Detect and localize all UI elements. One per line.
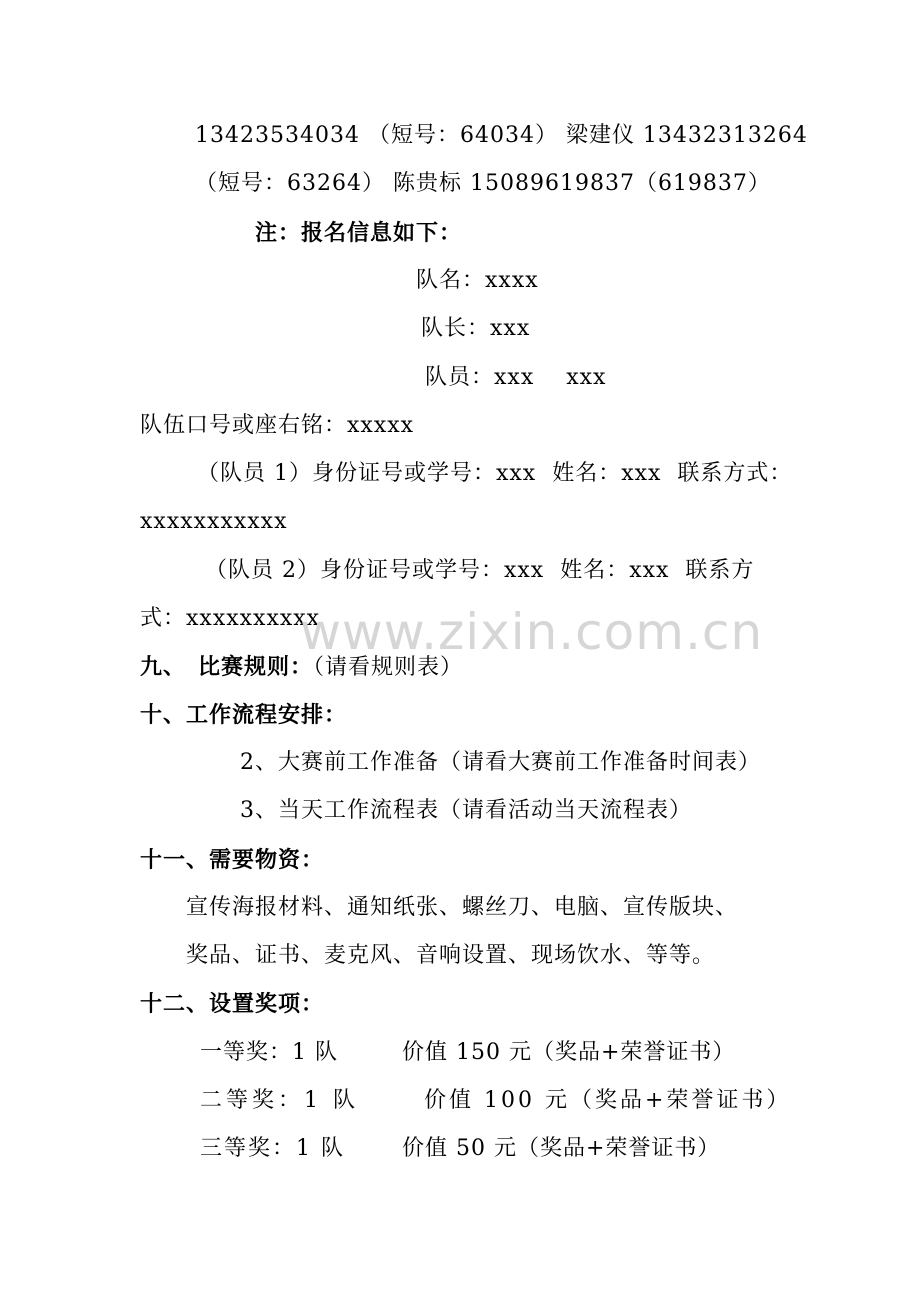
member2-line-1: （队员 2）身份证号或学号：xxx 姓名：xxx 联系方 xyxy=(205,558,755,583)
award-value: 价值 50 元（奖品+荣誉证书） xyxy=(402,1136,721,1161)
award-rank: 一等奖：1 队 xyxy=(200,1040,338,1065)
watermark: www.zixin.com.cn xyxy=(300,603,764,661)
section9-line xyxy=(140,652,463,683)
slogan-field: 队伍口号或座右铭：xxxxx xyxy=(140,413,415,438)
registration-heading: 注：报名信息如下： xyxy=(255,220,463,246)
contact-line-1: 13423534034 （短号：64034） 梁建仪 13432313264 xyxy=(195,123,808,148)
award-value: 价值 150 元（奖品+荣誉证书） xyxy=(402,1040,736,1065)
section10-item-2: 2、大赛前工作准备（请看大赛前工作准备时间表） xyxy=(240,750,761,775)
captain-field: 队长：xxx xyxy=(421,316,531,341)
team-name-field: 队名：xxxx xyxy=(416,268,539,293)
member1-line-2: xxxxxxxxxxx xyxy=(140,509,288,534)
members-field: 队员：xxx xxx xyxy=(425,365,607,390)
section10-item-3: 3、当天工作流程表（请看活动当天流程表） xyxy=(240,798,692,823)
award-value: 价值 100 元（奖品+荣誉证书） xyxy=(424,1088,792,1113)
section9-note: （请看规则表） xyxy=(313,655,464,680)
section9-number: 九、 xyxy=(140,654,187,680)
member2-line-2: 式：xxxxxxxxxx xyxy=(140,606,321,631)
materials-line-2: 奖品、证书、麦克风、音响设置、现场饮水、等等。 xyxy=(186,943,716,968)
section9-title: 比赛规则： xyxy=(198,654,314,680)
section11-heading: 十一、需要物资： xyxy=(140,847,325,873)
materials-line-1: 宣传海报材料、通知纸张、螺丝刀、电脑、宣传版块、 xyxy=(186,895,739,920)
award-rank: 二等奖：1 队 xyxy=(200,1088,359,1113)
contact-line-2: （短号：63264） 陈贵标 15089619837（619837） xyxy=(195,171,771,196)
section10-heading: 十、工作流程安排： xyxy=(140,702,348,728)
award-rank: 三等奖：1 队 xyxy=(200,1136,345,1161)
section12-heading: 十二、设置奖项： xyxy=(140,991,325,1017)
member1-line-1: （队员 1）身份证号或学号：xxx 姓名：xxx 联系方式： xyxy=(197,461,793,486)
